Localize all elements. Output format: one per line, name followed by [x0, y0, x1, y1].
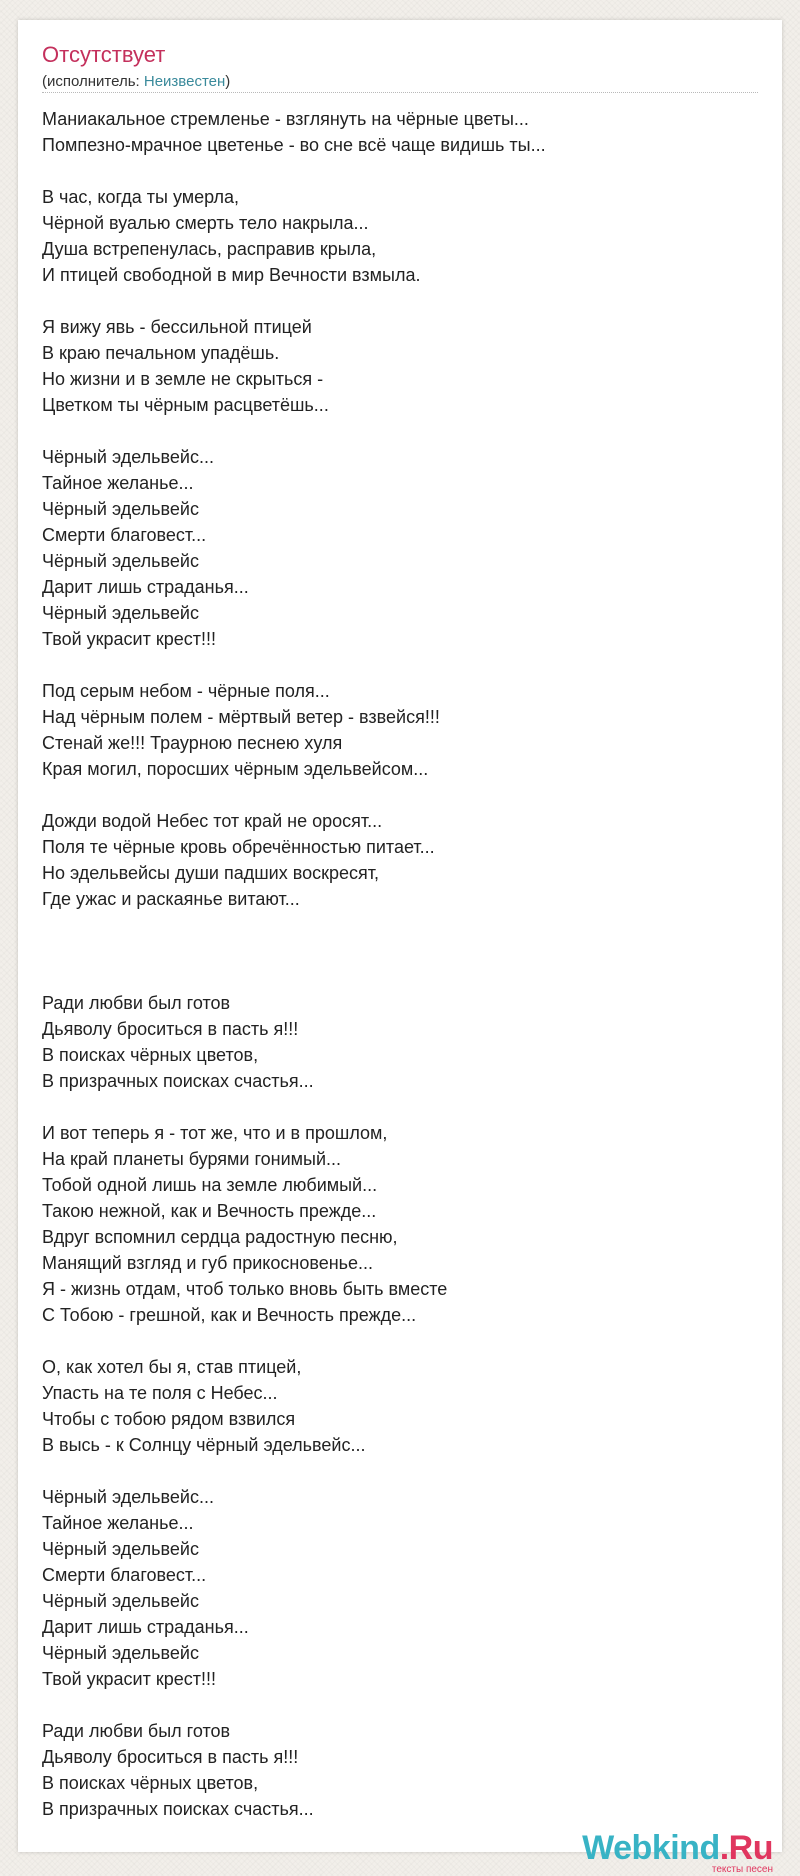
lyrics-text: Маниакальное стремленье - взглянуть на чёрные цветы... Помпезно-мрачное цветенье - во сне всё чаще видишь ты... В час, когда ты умерла, Чёрной вуалью смерть тело накрыла... Душа встрепенулась, расправив крыла, И птицей свободной в мир Вечности взмыла. Я вижу явь - бессильной птицей В краю печальном упадёшь. Но жизни и в земле не скрыться - Цветком ты чёрным расцветёшь... Чёрный эдельвейс... Тайное желанье... Чёрный эдельвейс Смерти благовест... Чёрный эдельвейс Дарит лишь страданья... Чёрный эдельвейс Твой украсит крест!!! Под серым небом - чёрные поля... Над чёрным полем - мёртвый ветер - взвейся!!! Стенай же!!! Траурною песнею хуля Края могил, поросших чёрным эдельвейсом... Дожди водой Небес тот край не оросят... Поля те чёрные кровь обречённостью питает... Но эдельвейсы души падших воскресят, Где ужас и раскаянье витают... Ради любви был готов Дьяволу броситься в пасть я!!! В поисках чёрных цветов, В призрачных поисках счастья... И вот теперь я - тот же, что и в прошлом, На край планеты бурями гонимый... Тобой одной лишь на земле любимый... Такою нежной, как и Вечность прежде... Вдруг вспомнил сердца радостную песню, Манящий взгляд и губ прикосновенье... Я - жизнь отдам, чтоб только вновь быть вместе С Тобою - грешной, как и Вечность прежде... О, как хотел бы я, став птицей, Упасть на те поля с Небес... Чтобы с тобою рядом взвился В высь - к Солнцу чёрный эдельвейс... Чёрный эдельвейс... Тайное желанье... Чёрный эдельвейс Смерти благовест... Чёрный эдельвейс Дарит лишь страданья... Чёрный эдельвейс Твой украсит крест!!! Ради любви был готов Дьяволу броситься в пасть я!!! В поисках чёрных цветов, В призрачных поисках счастья... [42, 109, 546, 1819]
logo-wordmark [582, 1830, 773, 1866]
artist-prefix: (исполнитель: [42, 73, 144, 90]
logo-name: Webkind [582, 1829, 720, 1867]
logo-tagline: тексты песен [711, 1864, 773, 1875]
title-divider [42, 92, 758, 93]
logo-tld: .Ru [719, 1829, 773, 1867]
artist-link[interactable]: Неизвестен [143, 73, 226, 90]
artist-suffix: ) [225, 73, 231, 90]
artist-line [42, 72, 230, 92]
song-title: Отсутствует [42, 42, 166, 67]
lyrics-card [18, 20, 782, 1875]
site-logo[interactable] [583, 1830, 773, 1874]
